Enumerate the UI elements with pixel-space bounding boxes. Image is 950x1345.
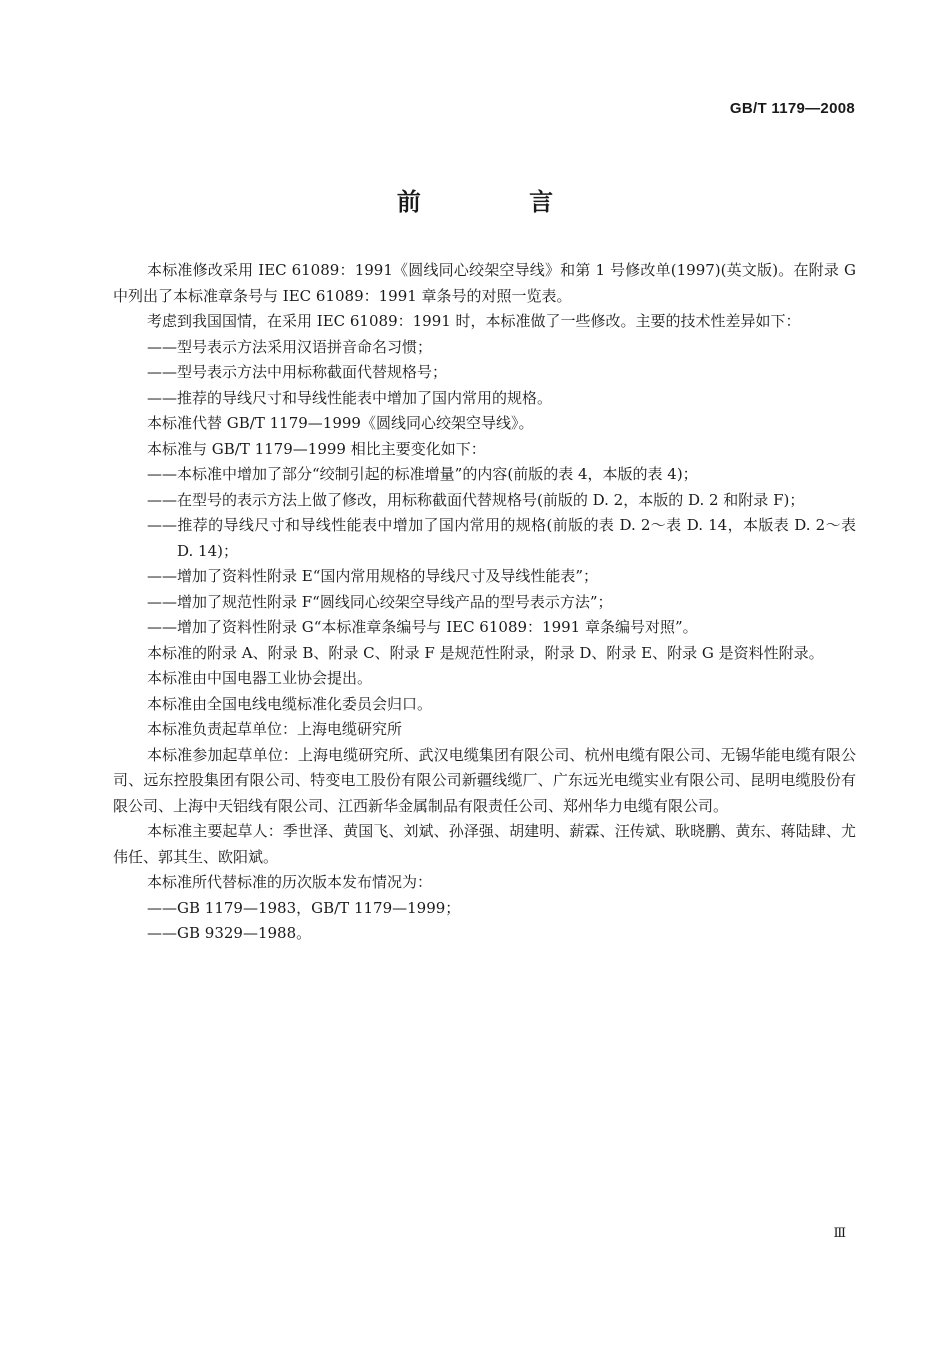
list-item: ——型号表示方法中用标称截面代替规格号； xyxy=(147,363,448,381)
paragraph: 本标准参加起草单位：上海电缆研究所、武汉电缆集团有限公司、杭州电缆有限公司、无锡华能电缆有限公司、远东控股集团有限公司、特变电工股份有限公司新疆线缆厂、广东远光电缆实业有限公司、昆明电缆股份有限公司、上海中天铝线有限公司、江西新华金属制品有限责任公司、郑州华力电缆有限公司。 xyxy=(113,745,856,815)
page-number: Ⅲ xyxy=(833,1226,846,1241)
paragraph: 本标准修改采用 IEC 61089：1991《圆线同心绞架空导线》和第 1 号修改单(1997)(英文版)。在附录 G 中列出了本标准章条号与 IEC 61089：1991 章条号的对照一览表。 xyxy=(113,261,856,305)
list-item: ——推荐的导线尺寸和导线性能表中增加了国内常用的规格。 xyxy=(147,388,553,407)
paragraph: 本标准代替 GB/T 1179—1999《圆线同心绞架空导线》。 xyxy=(147,414,534,432)
list-item: ——推荐的导线尺寸和导线性能表中增加了国内常用的规格(前版的表 D. 2～表 D. 14，本版表 D. 2～表 D. 14)； xyxy=(147,516,856,560)
preface-body xyxy=(113,258,856,947)
list-item: ——型号表示方法采用汉语拼音命名习惯； xyxy=(147,337,433,356)
paragraph: 本标准主要起草人：季世泽、黄国飞、刘斌、孙泽强、胡建明、薪霖、汪传斌、耿晓鹏、黄东、蒋陆肆、尤伟任、郭其生、欧阳斌。 xyxy=(113,822,856,866)
list-item: ——GB 1179—1983，GB/T 1179—1999； xyxy=(147,898,461,917)
paragraph: 本标准的附录 A、附录 B、附录 C、附录 F 是规范性附录，附录 D、附录 E、附录 G 是资料性附录。 xyxy=(147,643,824,662)
list-item: ——增加了资料性附录 G“本标准章条编号与 IEC 61089：1991 章条编号对照”。 xyxy=(147,618,698,636)
page-title: 前 言 xyxy=(396,188,604,216)
list-item: ——在型号的表示方法上做了修改，用标称截面代替规格号(前版的 D. 2，本版的 D. 2 和附录 F)； xyxy=(147,490,805,509)
list-item: ——GB 9329—1988。 xyxy=(147,924,312,942)
paragraph: 本标准由中国电器工业协会提出。 xyxy=(147,669,373,687)
paragraph: 本标准与 GB/T 1179—1999 相比主要变化如下： xyxy=(147,439,486,458)
list-item: ——本标准中增加了部分“绞制引起的标准增量”的内容(前版的表 4，本版的表 4)； xyxy=(147,465,698,483)
paragraph: 考虑到我国国情，在采用 IEC 61089：1991 时，本标准做了一些修改。主要的技术性差异如下： xyxy=(147,312,801,330)
paragraph: 本标准由全国电线电缆标准化委员会归口。 xyxy=(147,694,433,713)
paragraph: 本标准所代替标准的历次版本发布情况为： xyxy=(147,873,433,891)
standard-code: GB/T 1179—2008 xyxy=(729,100,855,117)
paragraph: 本标准负责起草单位：上海电缆研究所 xyxy=(147,720,403,738)
list-item: ——增加了资料性附录 E“国内常用规格的导线尺寸及导线性能表”； xyxy=(147,567,599,585)
list-item: ——增加了规范性附录 F“圆线同心绞架空导线产品的型号表示方法”； xyxy=(147,592,613,611)
